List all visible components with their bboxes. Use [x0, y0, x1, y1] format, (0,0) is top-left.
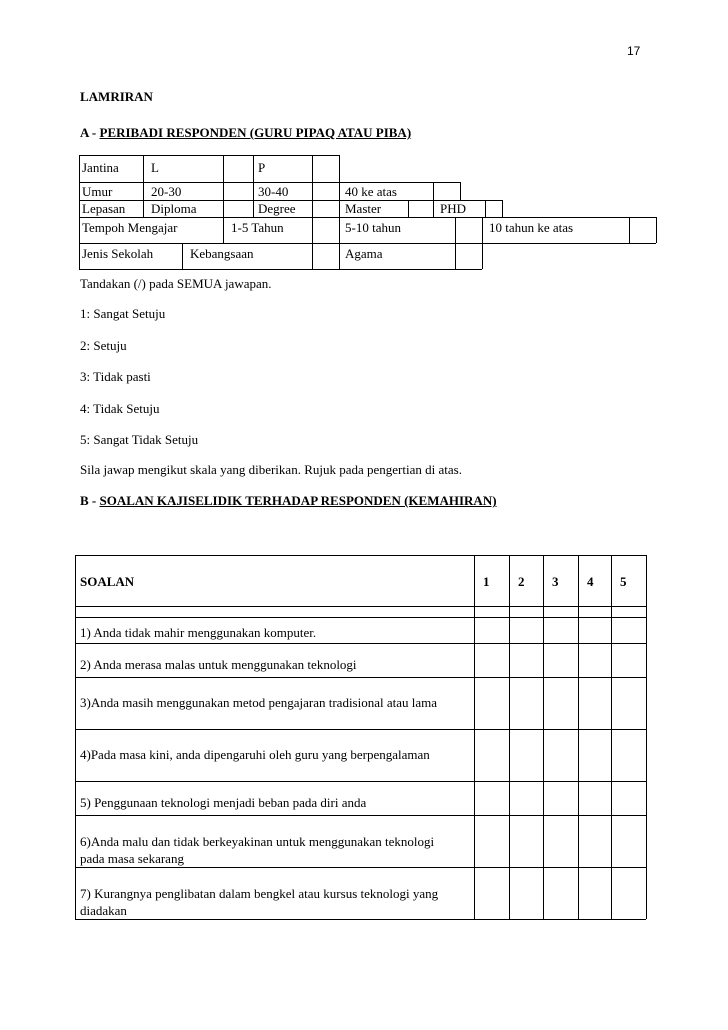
survey-question: 3)Anda masih menggunakan metod pengajaran tradisional atau lama [80, 695, 438, 710]
scale-item: 2: Setuju [80, 338, 127, 353]
jantina-option-p: P [258, 160, 266, 175]
scale-header-3: 3 [552, 574, 559, 589]
section-a-heading: PERIBADI RESPONDEN (GURU PIPAQ ATAU PIBA) [99, 125, 412, 140]
lepasan-label: Lepasan [82, 201, 126, 216]
section-a-title [80, 125, 411, 141]
survey-question: 7) Kurangnya penglibatan dalam bengkel atau kursus teknologi yang diadakan [80, 886, 439, 918]
scale-header-1: 1 [483, 574, 490, 589]
survey-question: 6)Anda malu dan tidak berkeyakinan untuk menggunakan teknologi pada masa sekarang [80, 834, 435, 866]
page-heading: LAMRIRAN [80, 89, 153, 104]
scale-instruction: Sila jawap mengikut skala yang diberikan. Rujuk pada pengertian di atas. [80, 462, 462, 477]
scale-item: 3: Tidak pasti [80, 369, 151, 384]
page-number: 17 [627, 44, 641, 58]
scale-item: 5: Sangat Tidak Setuju [80, 432, 199, 447]
section-a-prefix: A - [80, 125, 100, 140]
lepasan-option-master: Master [345, 201, 382, 216]
tempoh-label: Tempoh Mengajar [82, 220, 178, 235]
jenis-option-agama: Agama [345, 246, 383, 261]
scale-header-2: 2 [518, 574, 525, 589]
jenis-sekolah-label: Jenis Sekolah [82, 246, 154, 261]
tempoh-option-10-plus: 10 tahun ke atas [489, 220, 574, 235]
umur-option-30-40: 30-40 [258, 184, 289, 199]
section-b-heading: SOALAN KAJISELIDIK TERHADAP RESPONDEN (KEMAHIRAN) [99, 493, 497, 508]
lepasan-option-diploma: Diploma [151, 201, 197, 216]
jantina-label: Jantina [82, 160, 119, 175]
scale-item: 1: Sangat Setuju [80, 306, 166, 321]
survey-question: 4)Pada masa kini, anda dipengaruhi oleh guru yang berpengalaman [80, 747, 430, 762]
jantina-p-checkbox[interactable] [313, 156, 338, 181]
lepasan-option-degree: Degree [258, 201, 296, 216]
scale-header-5: 5 [620, 574, 627, 589]
section-b-title [80, 493, 497, 509]
survey-question: 2) Anda merasa malas untuk menggunakan teknologi [80, 657, 357, 672]
umur-option-20-30: 20-30 [151, 184, 182, 199]
survey-header-soalan: SOALAN [80, 574, 135, 589]
instruction-text: Tandakan (/) pada SEMUA jawapan. [80, 276, 272, 291]
section-b-prefix: B - [80, 493, 100, 508]
jenis-option-kebangsaan: Kebangsaan [190, 246, 254, 261]
tempoh-option-1-5: 1-5 Tahun [231, 220, 284, 235]
survey-question: 5) Penggunaan teknologi menjadi beban pada diri anda [80, 795, 367, 810]
lepasan-option-phd: PHD [440, 201, 467, 216]
survey-question: 1) Anda tidak mahir menggunakan komputer. [80, 625, 317, 640]
umur-label: Umur [82, 184, 113, 199]
umur-option-40-plus: 40 ke atas [345, 184, 397, 199]
scale-header-4: 4 [587, 574, 594, 589]
jantina-l-checkbox[interactable] [224, 156, 252, 181]
tempoh-option-5-10: 5-10 tahun [345, 220, 401, 235]
jantina-option-l: L [151, 160, 159, 175]
scale-item: 4: Tidak Setuju [80, 401, 160, 416]
